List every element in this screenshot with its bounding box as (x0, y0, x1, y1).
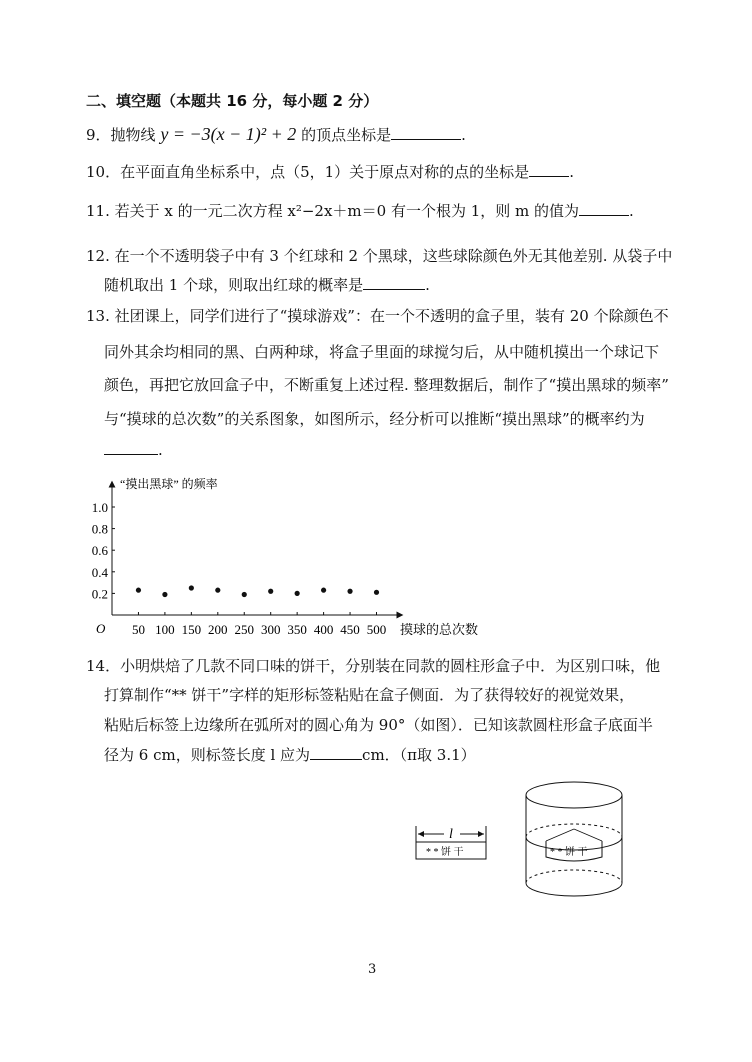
q9-formula: y = −3(x − 1)² + 2 (160, 124, 297, 144)
y-tick-label: 0.8 (91, 521, 108, 537)
length-l-label: l (449, 827, 453, 842)
y-axis-label: “摸出黑球” 的频率 (120, 477, 218, 491)
question-14-line-4 (104, 745, 476, 765)
question-13-line-4: 与“摸球的总次数”的关系图象，如图所示，经分析可以推断“摸出黑球”的概率约为 (104, 410, 645, 428)
q11-answer-blank[interactable] (579, 201, 629, 216)
label-text: * * 饼 干 (426, 847, 464, 858)
q12-text: 随机取出 1 个球，则取出红球的概率是 (104, 276, 364, 294)
question-9 (86, 124, 466, 145)
data-point (374, 590, 379, 595)
radius-line-right (574, 829, 602, 841)
data-point (295, 591, 300, 596)
y-tick-label: 1.0 (91, 500, 108, 515)
q9-number: 9． (86, 126, 111, 144)
q11-end: . (629, 202, 634, 220)
data-point (136, 588, 141, 593)
q14-unit: cm．（π取 3.1） (362, 746, 476, 764)
origin-label: O (96, 621, 106, 636)
x-axis-label: 摸球的总次数 (400, 622, 479, 637)
data-point (215, 588, 220, 593)
q14-text: 径为 6 cm，则标签长度 l 应为 (104, 746, 311, 764)
x-tick-label: 500 (366, 622, 387, 637)
question-14-line-1: 14．小明烘焙了几款不同口味的饼干，分别装在同款的圆柱形盒子中．为区别口味，他 (86, 657, 661, 675)
question-13-line-3: 颜色，再把它放回盒子中，不断重复上述过程. 整理数据后，制作了“摸出黑球的频率” (104, 376, 669, 394)
x-tick-label: 350 (287, 622, 307, 637)
cylinder-top (526, 782, 622, 808)
question-13-line-2: 同外其余均相同的黑、白两种球，将盒子里面的球搅匀后，从中随机摸出一个球记下 (104, 343, 660, 361)
cylinder-bottom-front (526, 883, 622, 896)
box-label-text: * * 饼 干 (550, 847, 588, 858)
question-14-line-3: 粘贴后标签上边缘所在弧所对的圆心角为 90°（如图）．已知该款圆柱形盒子底面半 (104, 716, 653, 734)
question-14-line-2: 打算制作“** 饼干”字样的矩形标签粘贴在盒子侧面．为了获得较好的视觉效果， (104, 686, 635, 704)
flat-label-figure (410, 820, 500, 868)
q9-answer-blank[interactable] (391, 125, 461, 140)
y-tick-label: 0.6 (91, 543, 108, 559)
question-13-line-1: 13. 社团课上，同学们进行了“摸球游戏”：在一个不透明的盒子里，装有 20 个除颜色不 (86, 307, 669, 325)
data-point (162, 592, 167, 597)
q14-answer-blank[interactable] (310, 745, 362, 760)
q10-end: . (569, 163, 574, 181)
x-tick-label: 450 (340, 622, 360, 637)
q10-answer-blank[interactable] (529, 162, 569, 177)
data-point (347, 589, 352, 594)
data-point (268, 589, 273, 594)
x-tick-label: 250 (234, 622, 254, 637)
y-tick-label: 0.4 (91, 564, 108, 580)
x-tick-label: 100 (155, 622, 175, 637)
x-tick-label: 50 (131, 622, 145, 637)
x-tick-label: 150 (181, 622, 202, 637)
data-point (321, 588, 326, 593)
section-title: 二、填空题（本题共 16 分，每小题 2 分） (86, 92, 379, 110)
x-tick-label: 400 (313, 622, 334, 637)
question-10 (86, 162, 574, 182)
q11-text: 11. 若关于 x 的一元二次方程 x²−2x＋m＝0 有一个根为 1，则 m 的值为 (86, 202, 580, 220)
x-tick-label: 200 (208, 622, 228, 637)
data-point (189, 585, 194, 590)
q13-end: . (158, 441, 163, 459)
q13-answer-blank[interactable] (104, 440, 158, 455)
question-11 (86, 201, 634, 221)
q9-end: . (461, 126, 466, 144)
q9-pre: 抛物线 (110, 126, 156, 144)
data-point (242, 592, 247, 597)
q10-text: 10．在平面直角坐标系中，点（5，1）关于原点对称的点的坐标是 (86, 163, 530, 181)
question-12-line-1: 12. 在一个不透明袋子中有 3 个红球和 2 个黑球，这些球除颜色外无其他差别. 从袋子中 (86, 247, 673, 265)
page-number: 3 (368, 962, 377, 977)
cylinder-box-figure (516, 775, 636, 910)
question-12-line-2 (104, 275, 430, 295)
y-tick-label: 0.2 (91, 586, 108, 602)
radius-line-left (546, 829, 574, 841)
frequency-chart (80, 470, 479, 650)
q12-answer-blank[interactable] (363, 275, 425, 290)
x-tick-label: 300 (260, 622, 281, 637)
cylinder-bottom-back (526, 870, 622, 883)
q12-end: . (425, 276, 430, 294)
q9-post: 的顶点坐标是 (301, 126, 392, 144)
question-13-line-5 (104, 440, 163, 460)
